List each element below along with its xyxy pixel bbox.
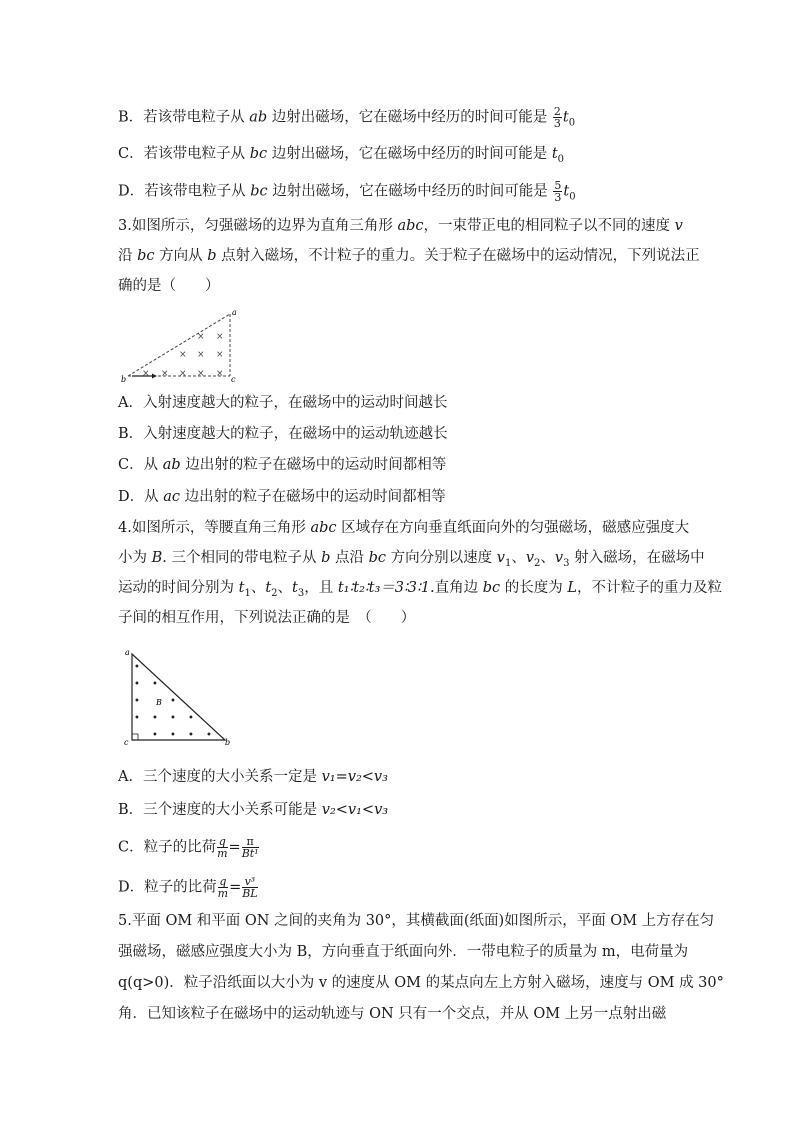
fraction: $\frac{2}{3}$ [553, 105, 561, 130]
label-b: b [225, 738, 231, 747]
q4-stem-line2: 小为 B. 三个相同的带电粒子从 b 点沿 bc 方向分别以速度 $v_1$、$v_2$、$v_3$ 射入磁场，在磁场中 [118, 550, 705, 569]
q4-option-d: D．粒子的比荷 $\frac{q}{m}$ = $\frac{\text{v³}}{BL}$ [118, 875, 258, 900]
triangle [132, 654, 225, 740]
label-b: b [121, 375, 127, 384]
cross-mark: × [197, 369, 205, 379]
cross-mark: × [216, 332, 224, 342]
label-c: c [124, 738, 129, 747]
fraction: $\frac{5}{3}$ [554, 179, 562, 204]
dot-mark: • [134, 662, 140, 673]
fraction-q-over-m: $\frac{q}{m}$ [217, 835, 228, 860]
label-B: B [156, 698, 162, 707]
fraction-rhs: $\frac{\text{v³}}{BL}$ [242, 875, 258, 900]
cross-mark: × [179, 350, 187, 360]
q4-option-a: A．三个速度的大小关系一定是 v₁=v₂<v₃ [118, 769, 388, 785]
label-a: a [232, 308, 237, 317]
dot-mark: • [152, 679, 158, 690]
cross-mark: × [142, 369, 150, 379]
q3-triangle-figure [118, 305, 248, 387]
q5-stem-line3: q(q>0)．粒子沿纸面以大小为 v 的速度从 OM 的某点向左上方射入磁场，速度与 OM 成 30° [118, 975, 724, 991]
edge-ab [128, 314, 230, 376]
q4-triangle-figure [118, 645, 242, 750]
q4-stem-line3: 运动的时间分别为 $t_1$、$t_2$、$t_3$，且 t₁∶t₂∶t₃＝3∶3∶1.直角边 bc 的长度为 L，不计粒子的重力及粒 [118, 580, 723, 599]
q4-stem-line4: 子间的相互作用，下列说法正确的是 （ ） [118, 610, 416, 626]
right-angle-mark [132, 734, 138, 740]
q3-option-c: C．从 ab 边出射的粒子在磁场中的运动时间都相等 [118, 457, 447, 473]
q4-option-c: C．粒子的比荷 $\frac{q}{m}$ = $\frac{\pi}{\text{Bt¹}}$ [118, 835, 259, 860]
dot-mark: • [134, 679, 140, 690]
q5-stem-line4: 角．已知该粒子在磁场中的运动轨迹与 ON 只有一个交点，并从 OM 上另一点射出磁 [118, 1006, 667, 1022]
dot-mark: • [152, 730, 158, 741]
q3-stem-line3: 确的是（ ） [118, 278, 220, 294]
label-c: c [231, 375, 236, 384]
cross-mark: × [216, 350, 224, 360]
dot-mark: • [152, 713, 158, 724]
field-dots [134, 662, 212, 741]
q2-option-b: B．若该带电粒子从 ab 边射出磁场，它在磁场中经历的时间可能是 $\frac{2}{3}$ $t_0$ [118, 105, 576, 130]
cross-mark: × [161, 369, 169, 379]
fraction-q-over-m: $\frac{q}{m}$ [217, 875, 229, 900]
cross-mark: × [197, 350, 205, 360]
label-a: a [125, 648, 130, 657]
q5-stem-line1: 5.平面 OM 和平面 ON 之间的夹角为 30°，其横截面(纸面)如图所示，平面 OM 上方存在匀 [118, 913, 715, 929]
cross-mark: × [197, 332, 205, 342]
dot-mark: • [170, 713, 176, 724]
q3-stem-line2: 沿 bc 方向从 b 点射入磁场，不计粒子的重力。关于粒子在磁场中的运动情况，下列说法正 [118, 248, 700, 264]
dot-mark: • [170, 696, 176, 707]
cross-mark: × [179, 369, 187, 379]
q3-stem-line1: 3.如图所示，匀强磁场的边界为直角三角形 abc，一束带正电的相同粒子以不同的速度 v [118, 218, 683, 234]
dot-mark: • [206, 730, 212, 741]
cross-mark: × [216, 369, 224, 379]
dot-mark: • [188, 730, 194, 741]
q4-option-b: B．三个速度的大小关系可能是 v₂<v₁<v₃ [118, 802, 389, 818]
dot-mark: • [170, 730, 176, 741]
q3-option-a: A．入射速度越大的粒子，在磁场中的运动时间越长 [118, 395, 448, 411]
q5-stem-line2: 强磁场，磁感应强度大小为 B，方向垂直于纸面向外．一带电粒子的质量为 m，电荷量为 [118, 944, 689, 960]
field-marks [142, 332, 224, 379]
dot-mark: • [134, 696, 140, 707]
arrow-head [152, 374, 157, 379]
q2-option-c: C．若该带电粒子从 bc 边射出磁场，它在磁场中经历的时间可能是 $t_0$ [118, 146, 565, 165]
q2-option-d: D．若该带电粒子从 bc 边射出磁场，它在磁场中经历的时间可能是 $\frac{5}{3}$ $t_0$ [118, 179, 576, 204]
fraction-rhs: $\frac{\pi}{\text{Bt¹}}$ [241, 835, 259, 860]
q3-option-d: D．从 ac 边出射的粒子在磁场中的运动时间都相等 [118, 489, 446, 505]
q3-option-b: B．入射速度越大的粒子，在磁场中的运动轨迹越长 [118, 426, 448, 442]
q4-stem-line1: 4.如图所示，等腰直角三角形 abc 区域存在方向垂直纸面向外的匀强磁场，磁感应强度大 [118, 520, 690, 536]
dot-mark: • [188, 713, 194, 724]
dot-mark: • [134, 713, 140, 724]
